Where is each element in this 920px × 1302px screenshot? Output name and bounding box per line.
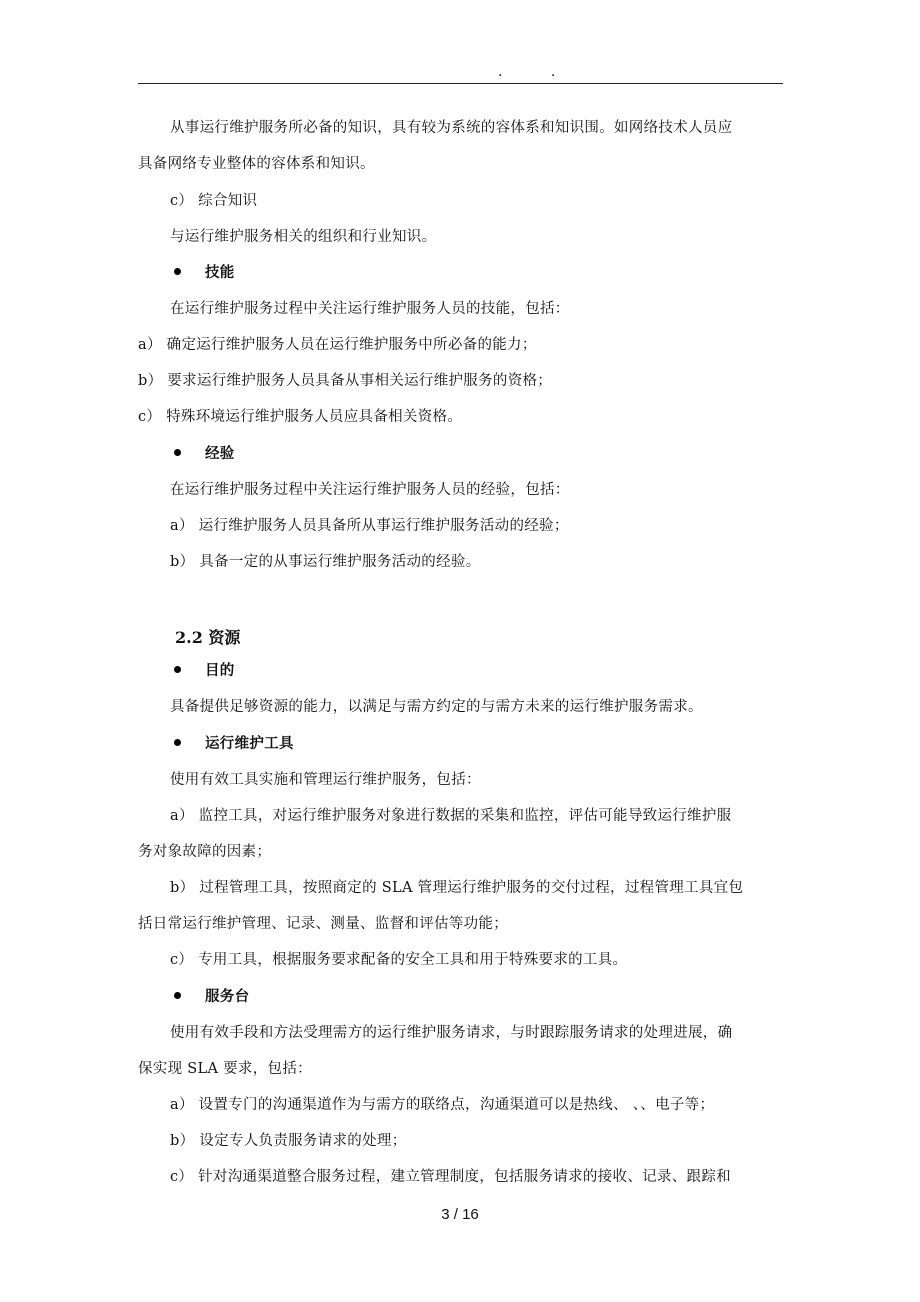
list-item: a） 确定运行维护服务人员在运行维护服务中所必备的能力； xyxy=(138,337,537,353)
bullet-heading: 经验 xyxy=(205,446,235,462)
text-line: 具备网络专业整体的容体系和知识。 xyxy=(138,156,375,172)
text-line: 保实现 SLA 要求，包括： xyxy=(138,1061,312,1077)
bullet-icon xyxy=(174,666,181,673)
bullet-heading: 服务台 xyxy=(205,989,250,1005)
header-rule xyxy=(138,83,783,84)
list-item: c） 专用工具，根据服务要求配备的安全工具和用于特殊要求的工具。 xyxy=(170,952,628,968)
list-item: b） 具备一定的从事运行维护服务活动的经验。 xyxy=(170,554,481,570)
text-line: 括日常运行维护管理、记录、测量、监督和评估等功能； xyxy=(138,916,508,932)
list-item: b） 要求运行维护服务人员具备从事相关运行维护服务的资格； xyxy=(138,373,553,389)
header-dots: . . xyxy=(498,64,578,80)
list-item: b） 过程管理工具，按照商定的 SLA 管理运行维护服务的交付过程，过程管理工具宜包 xyxy=(170,880,744,896)
bullet-heading: 技能 xyxy=(205,265,235,281)
list-item: a） 运行维护服务人员具备所从事运行维护服务活动的经验； xyxy=(170,518,569,534)
section-number: 2.2 xyxy=(175,628,203,647)
text-line: 使用有效工具实施和管理运行维护服务，包括： xyxy=(170,772,481,788)
page-number: 3 / 16 xyxy=(441,1206,479,1223)
bullet-icon xyxy=(174,739,181,746)
text-line: 从事运行维护服务所必备的知识，具有较为系统的容体系和知识围。如网络技术人员应 xyxy=(170,120,733,136)
text-line: 在运行维护服务过程中关注运行维护服务人员的经验，包括： xyxy=(170,482,570,498)
bullet-heading: 运行维护工具 xyxy=(205,736,294,752)
bullet-icon xyxy=(174,992,181,999)
list-item: b） 设定专人负责服务请求的处理； xyxy=(170,1133,407,1149)
text-line: 具备提供足够资源的能力，以满足与需方约定的与需方未来的运行维护服务需求。 xyxy=(170,699,703,715)
bullet-icon xyxy=(174,449,181,456)
bullet-icon xyxy=(174,268,181,275)
list-item: a） 监控工具，对运行维护服务对象进行数据的采集和监控，评估可能导致运行维护服 xyxy=(170,808,732,824)
text-line: 与运行维护服务相关的组织和行业知识。 xyxy=(170,229,437,245)
list-item: c） 针对沟通渠道整合服务过程，建立管理制度，包括服务请求的接收、记录、跟踪和 xyxy=(170,1169,731,1185)
section-title: 资源 xyxy=(208,628,241,647)
bullet-heading: 目的 xyxy=(205,663,235,679)
list-item: c） 特殊环境运行维护服务人员应具备相关资格。 xyxy=(138,409,463,425)
section-heading xyxy=(175,625,240,648)
list-item: c） 综合知识 xyxy=(170,193,258,209)
text-line: 使用有效手段和方法受理需方的运行维护服务请求，与时跟踪服务请求的处理进展，确 xyxy=(170,1025,733,1041)
text-line: 务对象故障的因素； xyxy=(138,844,272,860)
list-item: a） 设置专门的沟通渠道作为与需方的联络点，沟通渠道可以是热线、 、、电子等； xyxy=(170,1097,715,1113)
text-line: 在运行维护服务过程中关注运行维护服务人员的技能，包括： xyxy=(170,301,570,317)
